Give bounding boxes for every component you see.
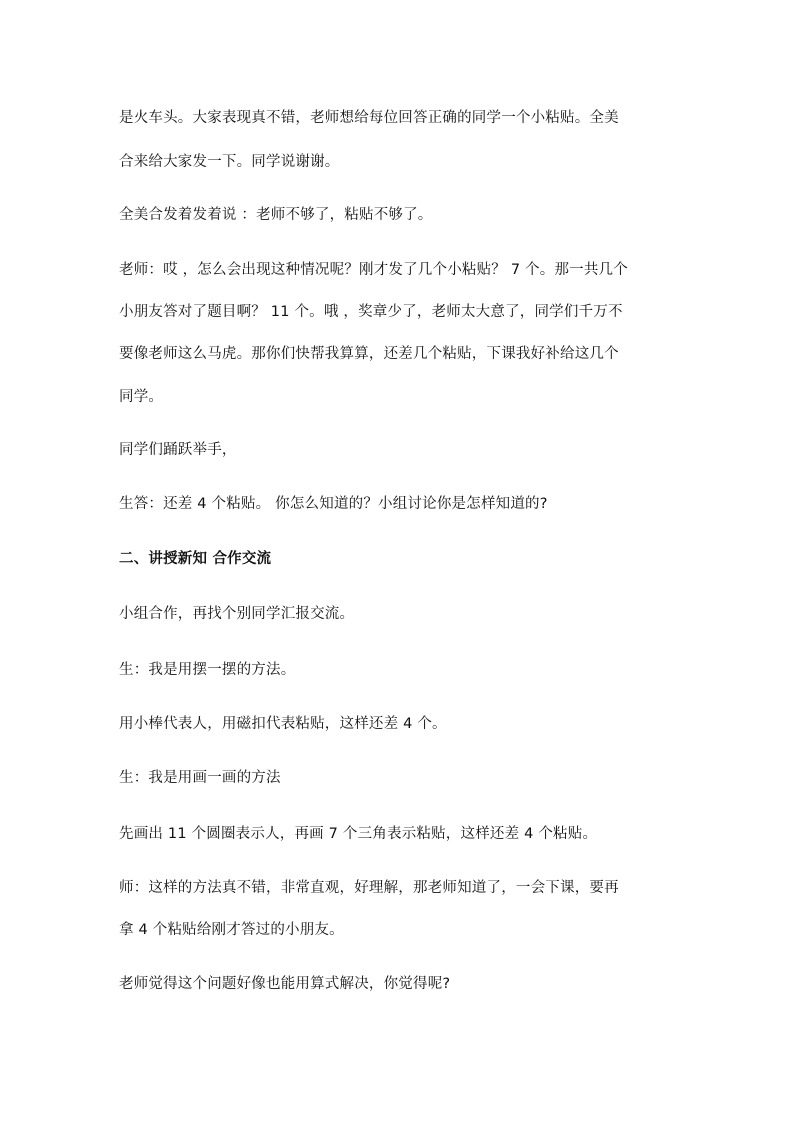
- paragraph-line: 生：我是用摆一摆的方法。: [119, 662, 296, 678]
- paragraph-line: 同学们踊跃举手，: [119, 442, 237, 458]
- paragraph-line: 小组合作，再找个别同学汇报交流。: [119, 606, 355, 622]
- paragraph-line: 用小棒代表人，用磁扣代表粘贴，这样还差 4 个。: [119, 716, 447, 732]
- paragraph-line: 老师觉得这个问题好像也能用算式解决，你觉得呢?: [119, 976, 451, 992]
- paragraph-line: 先画出 11 个圆圈表示人，再画 7 个三角表示粘贴，这样还差 4 个粘贴。: [119, 826, 598, 842]
- paragraph-line: 师：这样的方法真不错，非常直观，好理解，那老师知道了，一会下课，要再: [119, 880, 619, 896]
- paragraph-line: 老师：哎 ，怎么会出现这种情况呢？刚才发了几个小粘贴？ 7 个。那一共几个: [119, 262, 628, 278]
- paragraph-line: 全美合发着发着说 ：老师不够了，粘贴不够了。: [119, 207, 433, 223]
- paragraph-line: 小朋友答对了题目啊？ 11 个。哦 ，奖章少了，老师太大意了，同学们千万不: [119, 304, 623, 320]
- paragraph-line: 生：我是用画一画的方法: [119, 770, 281, 786]
- paragraph-line: 拿 4 个粘贴给刚才答过的小朋友。: [119, 922, 344, 938]
- section-heading: 二、讲授新知 合作交流: [119, 551, 272, 567]
- paragraph-line: 要像老师这么马虎。那你们快帮我算算，还差几个粘贴，下课我好补给这几个: [119, 346, 619, 362]
- paragraph-line: 生答：还差 4 个粘贴。 你怎么知道的？小组讨论你是怎样知道的?: [119, 496, 548, 512]
- paragraph-line: 是火车头。大家表现真不错，老师想给每位回答正确的同学一个小粘贴。全美: [119, 110, 619, 126]
- paragraph-line: 同学。: [119, 389, 164, 405]
- paragraph-line: 合来给大家发一下。同学说谢谢。: [119, 154, 340, 170]
